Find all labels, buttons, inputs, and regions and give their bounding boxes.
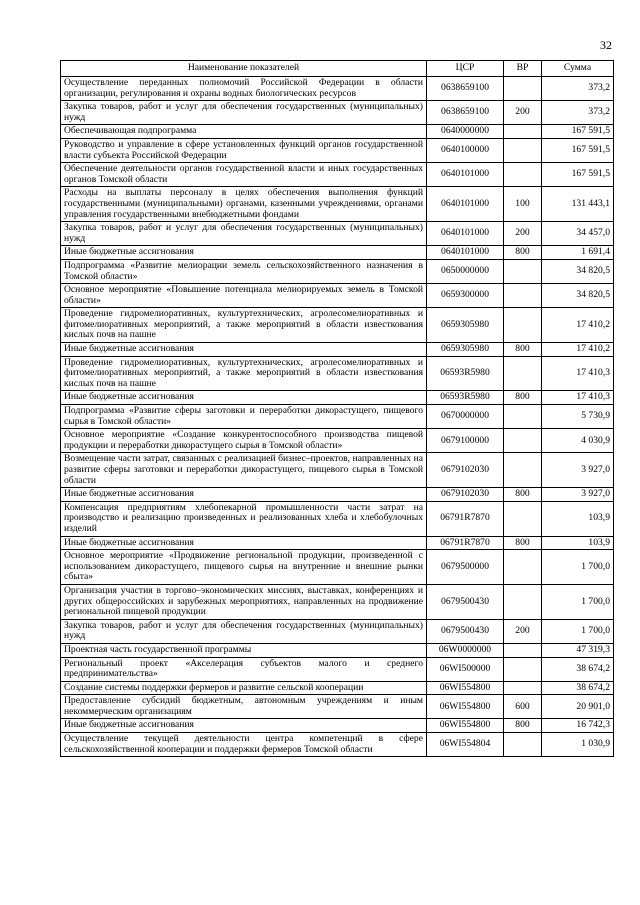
row-vr-cell <box>504 733 542 757</box>
table-row <box>61 643 614 657</box>
row-name-cell: Закупка товаров, работ и услуг для обеспечения государственных (муниципальных) нужд <box>61 101 427 125</box>
row-vr-cell <box>504 643 542 657</box>
row-vr-cell <box>504 550 542 585</box>
row-name-cell: Проведение гидромелиоративных, культуртехнических, агролесомелиоративных и фитомелиоративных мероприятий, а также мероприятий в области известкования кислых почв на пашне <box>61 356 427 391</box>
row-name-cell: Создание системы поддержки фермеров и развитие сельской кооперации <box>61 681 427 695</box>
row-name-cell: Подпрограмма «Развитие сферы заготовки и переработки дикорастущего, пищевого сырья в Томской области» <box>61 405 427 429</box>
table-row <box>61 101 614 125</box>
row-csr-cell: 0659300000 <box>427 284 504 308</box>
row-vr-cell <box>504 138 542 162</box>
row-name-cell: Компенсация предприятиям хлебопекарной промышленности части затрат на производство и реализацию произведенных и реализованных хлеба и хлебобулочных изделий <box>61 501 427 536</box>
row-csr-cell: 06WI554804 <box>427 733 504 757</box>
row-vr-cell <box>504 125 542 139</box>
row-sum-cell: 167 591,5 <box>542 163 614 187</box>
table-row <box>61 246 614 260</box>
header-sum: Сумма <box>542 61 614 77</box>
row-name-cell: Подпрограмма «Развитие мелиорации земель сельскохозяйственного назначения в Томской области» <box>61 259 427 283</box>
row-vr-cell <box>504 453 542 488</box>
table-header-row <box>61 61 614 77</box>
row-csr-cell: 0679100000 <box>427 429 504 453</box>
row-sum-cell: 373,2 <box>542 77 614 101</box>
table-row <box>61 719 614 733</box>
row-csr-cell: 0679500430 <box>427 619 504 643</box>
table-row <box>61 536 614 550</box>
row-vr-cell: 800 <box>504 246 542 260</box>
row-sum-cell: 17 410,2 <box>542 343 614 357</box>
row-name-cell: Предоставление субсидий бюджетным, автономным учреждениям и иным некоммерческим организациям <box>61 695 427 719</box>
row-name-cell: Осуществление текущей деятельности центра компетенций в сфере сельскохозяйственной кооперации и поддержки фермеров Томской области <box>61 733 427 757</box>
row-csr-cell: 0640101000 <box>427 187 504 222</box>
table-row <box>61 259 614 283</box>
row-sum-cell: 47 319,3 <box>542 643 614 657</box>
table-row <box>61 405 614 429</box>
row-sum-cell: 131 443,1 <box>542 187 614 222</box>
header-vr: ВР <box>504 61 542 77</box>
table-row <box>61 138 614 162</box>
row-sum-cell: 1 691,4 <box>542 246 614 260</box>
row-sum-cell: 17 410,3 <box>542 391 614 405</box>
table-row <box>61 391 614 405</box>
row-csr-cell: 0638659100 <box>427 77 504 101</box>
row-csr-cell: 0640101000 <box>427 222 504 246</box>
row-name-cell: Закупка товаров, работ и услуг для обеспечения государственных (муниципальных) нужд <box>61 619 427 643</box>
row-name-cell: Возмещение части затрат, связанных с реализацией бизнес–проектов, направленных на развитие сферы заготовки и переработки дикорастущего, пищевого сырья в Томской области <box>61 453 427 488</box>
row-sum-cell: 17 410,2 <box>542 308 614 343</box>
row-name-cell: Организация участия в торгово–экономических миссиях, выставках, конференциях и других общероссийских и зарубежных мероприятиях, направленных на продвижение региональной пищевой продукции <box>61 584 427 619</box>
table-row <box>61 284 614 308</box>
row-sum-cell: 38 674,2 <box>542 657 614 681</box>
row-csr-cell: 0640100000 <box>427 138 504 162</box>
row-csr-cell: 0659305980 <box>427 343 504 357</box>
row-sum-cell: 3 927,0 <box>542 488 614 502</box>
row-vr-cell <box>504 163 542 187</box>
row-sum-cell: 1 700,0 <box>542 619 614 643</box>
row-sum-cell: 34 820,5 <box>542 284 614 308</box>
table-row <box>61 187 614 222</box>
row-csr-cell: 06593R5980 <box>427 356 504 391</box>
row-sum-cell: 20 901,0 <box>542 695 614 719</box>
row-vr-cell <box>504 657 542 681</box>
row-name-cell: Руководство и управление в сфере установленных функций органов государственной власти субъекта Российской Федерации <box>61 138 427 162</box>
row-csr-cell: 06791R7870 <box>427 501 504 536</box>
table-row <box>61 453 614 488</box>
row-csr-cell: 06WI554800 <box>427 695 504 719</box>
table-row <box>61 501 614 536</box>
row-csr-cell: 0640000000 <box>427 125 504 139</box>
row-vr-cell <box>504 501 542 536</box>
table-row <box>61 488 614 502</box>
table-row <box>61 356 614 391</box>
page-number: 32 <box>600 38 612 52</box>
row-csr-cell: 0640101000 <box>427 163 504 187</box>
table-row <box>61 163 614 187</box>
row-name-cell: Иные бюджетные ассигнования <box>61 246 427 260</box>
row-csr-cell: 06593R5980 <box>427 391 504 405</box>
table-row <box>61 681 614 695</box>
row-sum-cell: 103,9 <box>542 536 614 550</box>
row-csr-cell: 06791R7870 <box>427 536 504 550</box>
row-vr-cell: 200 <box>504 619 542 643</box>
row-sum-cell: 34 457,0 <box>542 222 614 246</box>
table-row <box>61 343 614 357</box>
row-vr-cell: 800 <box>504 391 542 405</box>
row-vr-cell <box>504 681 542 695</box>
row-sum-cell: 17 410,3 <box>542 356 614 391</box>
row-name-cell: Закупка товаров, работ и услуг для обеспечения государственных (муниципальных) нужд <box>61 222 427 246</box>
table-row <box>61 429 614 453</box>
row-sum-cell: 5 730,9 <box>542 405 614 429</box>
row-vr-cell <box>504 259 542 283</box>
row-vr-cell <box>504 429 542 453</box>
table-row <box>61 222 614 246</box>
table-row <box>61 733 614 757</box>
row-sum-cell: 1 700,0 <box>542 550 614 585</box>
header-name: Наименование показателей <box>61 61 427 77</box>
row-name-cell: Иные бюджетные ассигнования <box>61 488 427 502</box>
row-sum-cell: 103,9 <box>542 501 614 536</box>
row-name-cell: Иные бюджетные ассигнования <box>61 536 427 550</box>
table-row <box>61 308 614 343</box>
row-name-cell: Расходы на выплаты персоналу в целях обеспечения выполнения функций государственными (муниципальными) органами, казенными учреждениями, органами управления государственными внебюджетными фондами <box>61 187 427 222</box>
row-csr-cell: 0670000000 <box>427 405 504 429</box>
row-csr-cell: 0679500430 <box>427 584 504 619</box>
row-vr-cell: 600 <box>504 695 542 719</box>
row-name-cell: Основное мероприятие «Продвижение региональной продукции, произведенной с использованием дикорастущего, пищевого сырья на внутренние и внешние рынки сбыта» <box>61 550 427 585</box>
row-sum-cell: 1 030,9 <box>542 733 614 757</box>
row-csr-cell: 06WI554800 <box>427 681 504 695</box>
row-csr-cell: 06W0000000 <box>427 643 504 657</box>
row-name-cell: Обеспечение деятельности органов государственной власти и иных государственных органов Томской области <box>61 163 427 187</box>
table-row <box>61 619 614 643</box>
row-vr-cell: 800 <box>504 536 542 550</box>
row-csr-cell: 0638659100 <box>427 101 504 125</box>
row-name-cell: Иные бюджетные ассигнования <box>61 343 427 357</box>
row-csr-cell: 0659305980 <box>427 308 504 343</box>
header-csr: ЦСР <box>427 61 504 77</box>
row-vr-cell <box>504 584 542 619</box>
row-sum-cell: 167 591,5 <box>542 138 614 162</box>
row-name-cell: Обеспечивающая подпрограмма <box>61 125 427 139</box>
table-row <box>61 695 614 719</box>
row-vr-cell <box>504 405 542 429</box>
budget-table <box>60 60 614 757</box>
row-sum-cell: 373,2 <box>542 101 614 125</box>
row-vr-cell: 800 <box>504 488 542 502</box>
row-vr-cell: 800 <box>504 719 542 733</box>
row-name-cell: Проектная часть государственной программы <box>61 643 427 657</box>
row-vr-cell <box>504 284 542 308</box>
row-sum-cell: 1 700,0 <box>542 584 614 619</box>
row-csr-cell: 0679102030 <box>427 453 504 488</box>
table-row <box>61 657 614 681</box>
row-name-cell: Проведение гидромелиоративных, культуртехнических, агролесомелиоративных и фитомелиоративных мероприятий, а также мероприятий в области известкования кислых почв на пашне <box>61 308 427 343</box>
row-csr-cell: 0679102030 <box>427 488 504 502</box>
row-name-cell: Основное мероприятие «Повышение потенциала мелиорируемых земель в Томской области» <box>61 284 427 308</box>
row-sum-cell: 4 030,9 <box>542 429 614 453</box>
row-vr-cell: 100 <box>504 187 542 222</box>
table-row <box>61 125 614 139</box>
table-row <box>61 77 614 101</box>
row-name-cell: Иные бюджетные ассигнования <box>61 719 427 733</box>
row-vr-cell: 200 <box>504 222 542 246</box>
row-sum-cell: 16 742,3 <box>542 719 614 733</box>
row-csr-cell: 0679500000 <box>427 550 504 585</box>
row-name-cell: Осуществление переданных полномочий Российской Федерации в области организации, регулирования и охраны водных биологических ресурсов <box>61 77 427 101</box>
row-sum-cell: 38 674,2 <box>542 681 614 695</box>
row-vr-cell: 800 <box>504 343 542 357</box>
row-sum-cell: 3 927,0 <box>542 453 614 488</box>
row-csr-cell: 0640101000 <box>427 246 504 260</box>
row-csr-cell: 06WI554800 <box>427 719 504 733</box>
row-csr-cell: 06WI500000 <box>427 657 504 681</box>
row-vr-cell <box>504 77 542 101</box>
row-name-cell: Основное мероприятие «Создание конкурентоспособного производства пищевой продукции и переработки дикорастущего сырья в Томской области» <box>61 429 427 453</box>
row-sum-cell: 34 820,5 <box>542 259 614 283</box>
table-row <box>61 584 614 619</box>
row-vr-cell <box>504 356 542 391</box>
row-csr-cell: 0650000000 <box>427 259 504 283</box>
row-vr-cell: 200 <box>504 101 542 125</box>
row-vr-cell <box>504 308 542 343</box>
row-sum-cell: 167 591,5 <box>542 125 614 139</box>
row-name-cell: Региональный проект «Акселерация субъектов малого и среднего предпринимательства» <box>61 657 427 681</box>
row-name-cell: Иные бюджетные ассигнования <box>61 391 427 405</box>
table-row <box>61 550 614 585</box>
